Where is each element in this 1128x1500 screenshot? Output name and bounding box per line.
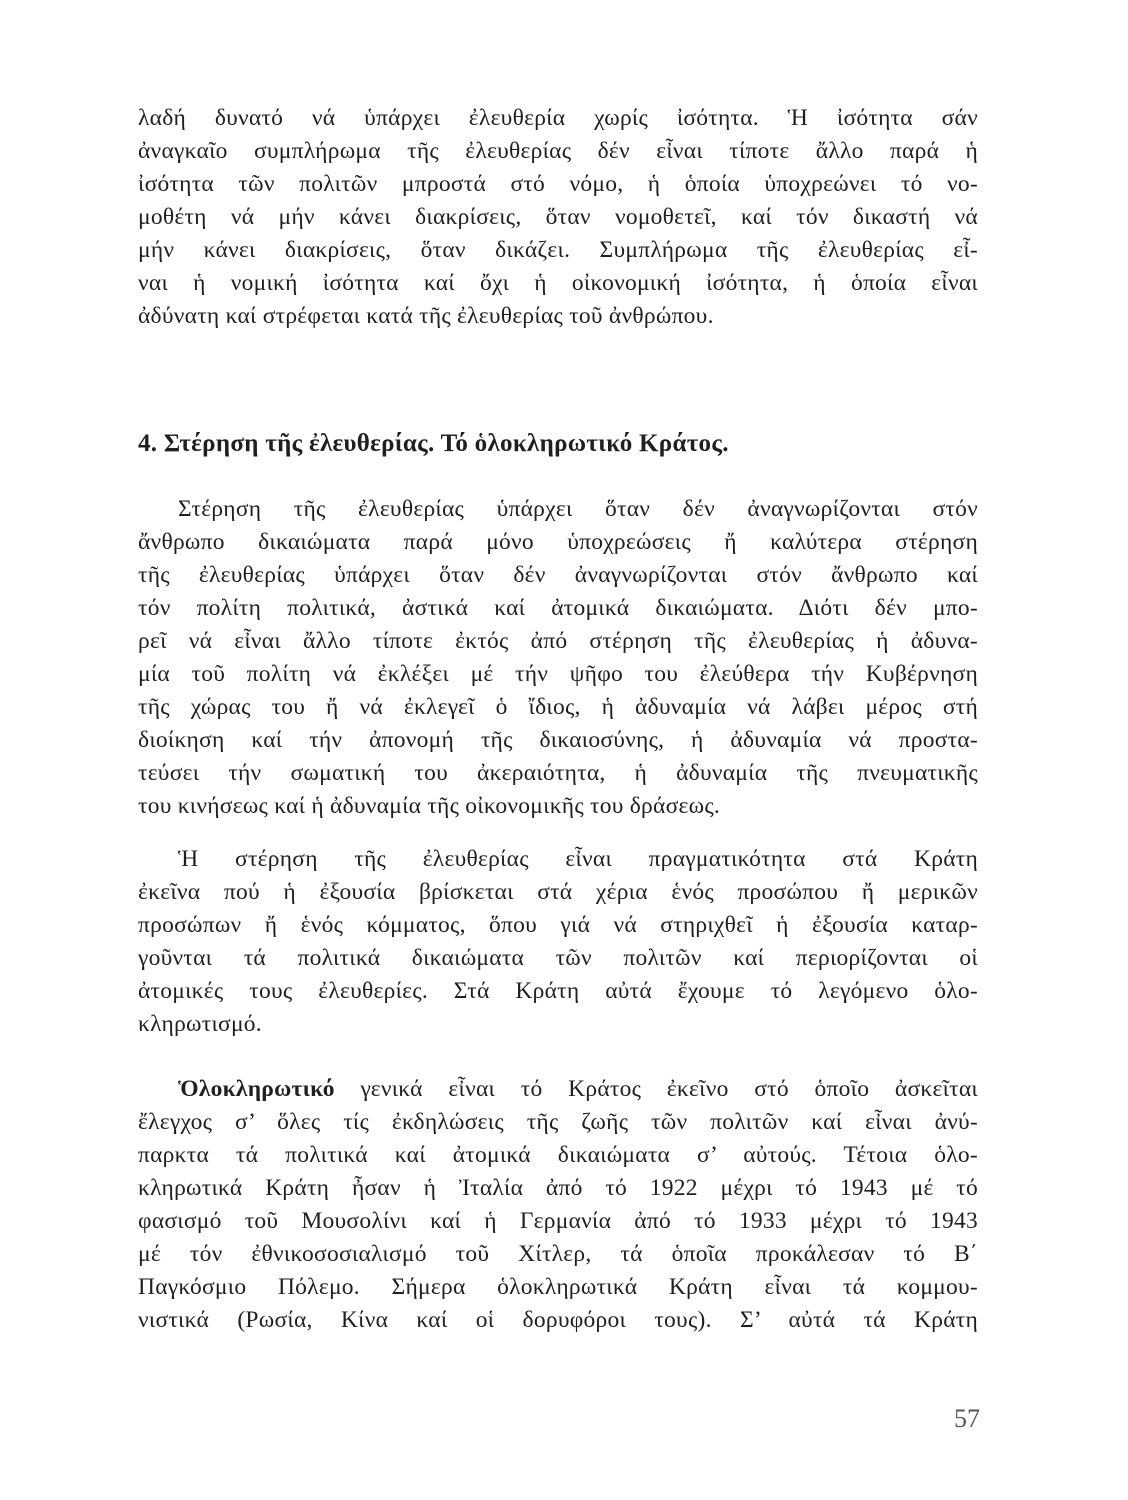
text-line: ναι ἡ νομική ἰσότητα καί ὄχι ἡ οἰκονομική ἰσότητα, ἡ ὁποία εἶναι — [138, 270, 978, 296]
text-line: τῆς χώρας του ἤ νά ἐκλεγεῖ ὁ ἴδιος, ἡ ἀδυναμία νά λάβει μέρος στή — [138, 694, 978, 720]
text-line: μοθέτη νά μήν κάνει διακρίσεις, ὅταν νομοθετεῖ, καί τόν δικαστή νά — [138, 204, 978, 230]
text-line: Παγκόσμιο Πόλεμο. Σήμερα ὁλοκληρωτικά Κράτη εἶναι τά κομμου- — [138, 1274, 978, 1300]
text-line: του κινήσεως καί ἡ ἀδυναμία τῆς οἰκονομικῆς του δράσεως. — [138, 793, 721, 819]
text-line: ἀτομικές τους ἐλευθερίες. Στά Κράτη αὐτά ἔχουμε τό λεγόμενο ὁλο- — [138, 978, 978, 1004]
text-line: ἀδύνατη καί στρέφεται κατά τῆς ἐλευθερίας τοῦ ἀνθρώπου. — [138, 303, 714, 329]
text-line: διοίκηση καί τήν ἀπονομή τῆς δικαιοσύνης, ἡ ἀδυναμία νά προστα- — [138, 727, 978, 753]
text-line: τεύσει τήν σωματική του ἀκεραιότητα, ἡ ἀδυναμία τῆς πνευματικῆς — [138, 760, 978, 786]
text-line: ρεῖ νά εἶναι ἄλλο τίποτε ἐκτός ἀπό στέρηση τῆς ἐλευθερίας ἡ ἀδυνα- — [138, 628, 978, 654]
text-line: ἔλεγχος σ’ ὅλες τίς ἐκδηλώσεις τῆς ζωῆς τῶν πολιτῶν καί εἶναι ἀνύ- — [138, 1109, 978, 1135]
text-line: λαδή δυνατό νά ὑπάρχει ἐλευθερία χωρίς ἰσότητα. Ἡ ἰσότητα σάν — [138, 105, 978, 131]
text-line: ἰσότητα τῶν πολιτῶν μπροστά στό νόμο, ἡ ὁποία ὑποχρεώνει τό νο- — [138, 171, 978, 197]
text-line: τῆς ἐλευθερίας ὑπάρχει ὅταν δέν ἀναγνωρίζονται στόν ἄνθρωπο καί — [138, 562, 978, 588]
page-number: 57 — [954, 1404, 980, 1433]
text-line: τόν πολίτη πολιτικά, ἀστικά καί ἀτομικά δικαιώματα. Διότι δέν μπο- — [138, 595, 978, 621]
text-line: κληρωτισμό. — [138, 1011, 262, 1037]
text-line: ἐκεῖνα πού ἡ ἐξουσία βρίσκεται στά χέρια ἑνός προσώπου ἤ μερικῶν — [138, 879, 978, 905]
text-span: γενικά εἶναι τό Κράτος ἐκεῖνο στό ὁποῖο ἀσκεῖται — [334, 1076, 978, 1102]
text-line: Ἡ στέρηση τῆς ἐλευθερίας εἶναι πραγματικότητα στά Κράτη — [178, 846, 978, 872]
text-line: ἀναγκαῖο συμπλήρωμα τῆς ἐλευθερίας δέν εἶναι τίποτε ἄλλο παρά ἡ — [138, 138, 978, 164]
text-line: μήν κάνει διακρίσεις, ὅταν δικάζει. Συμπλήρωμα τῆς ἐλευθερίας εἶ- — [138, 237, 978, 263]
text-line: γοῦνται τά πολιτικά δικαιώματα τῶν πολιτῶν καί περιορίζονται οἱ — [138, 945, 978, 971]
text-line: παρκτα τά πολιτικά καί ἀτομικά δικαιώματα σ’ αὐτούς. Τέτοια ὁλο- — [138, 1142, 978, 1168]
text-line: φασισμό τοῦ Μουσολίνι καί ἡ Γερμανία ἀπό τό 1933 μέχρι τό 1943 — [138, 1208, 978, 1234]
text-line: προσώπων ἤ ἑνός κόμματος, ὅπου γιά νά στηριχθεῖ ἡ ἐξουσία καταρ- — [138, 912, 978, 938]
text-line: μέ τόν ἐθνικοσοσιαλισμό τοῦ Χίτλερ, τά ὁποῖα προκάλεσαν τό Β΄ — [138, 1241, 978, 1267]
text-line: κληρωτικά Κράτη ἦσαν ἡ Ἰταλία ἀπό τό 1922 μέχρι τό 1943 μέ τό — [138, 1175, 978, 1201]
text-line: ἄνθρωπο δικαιώματα παρά μόνο ὑποχρεώσεις ἤ καλύτερα στέρηση — [138, 529, 978, 555]
text-line: μία τοῦ πολίτη νά ἐκλέξει μέ τήν ψῆφο του ἐλεύθερα τήν Κυβέρνηση — [138, 661, 978, 687]
text-line: νιστικά (Ρωσία, Κίνα καί οἱ δορυφόροι τους). Σ’ αὐτά τά Κράτη — [138, 1307, 978, 1333]
defined-term: Ὁλοκληρωτικό — [178, 1076, 335, 1102]
text-line — [178, 1074, 978, 1104]
text-line: Στέρηση τῆς ἐλευθερίας ὑπάρχει ὅταν δέν ἀναγνωρίζονται στόν — [178, 496, 978, 522]
section-heading: 4. Στέρηση τῆς ἐλευθερίας. Τό ὁλοκληρωτικό Κράτος. — [138, 430, 729, 457]
